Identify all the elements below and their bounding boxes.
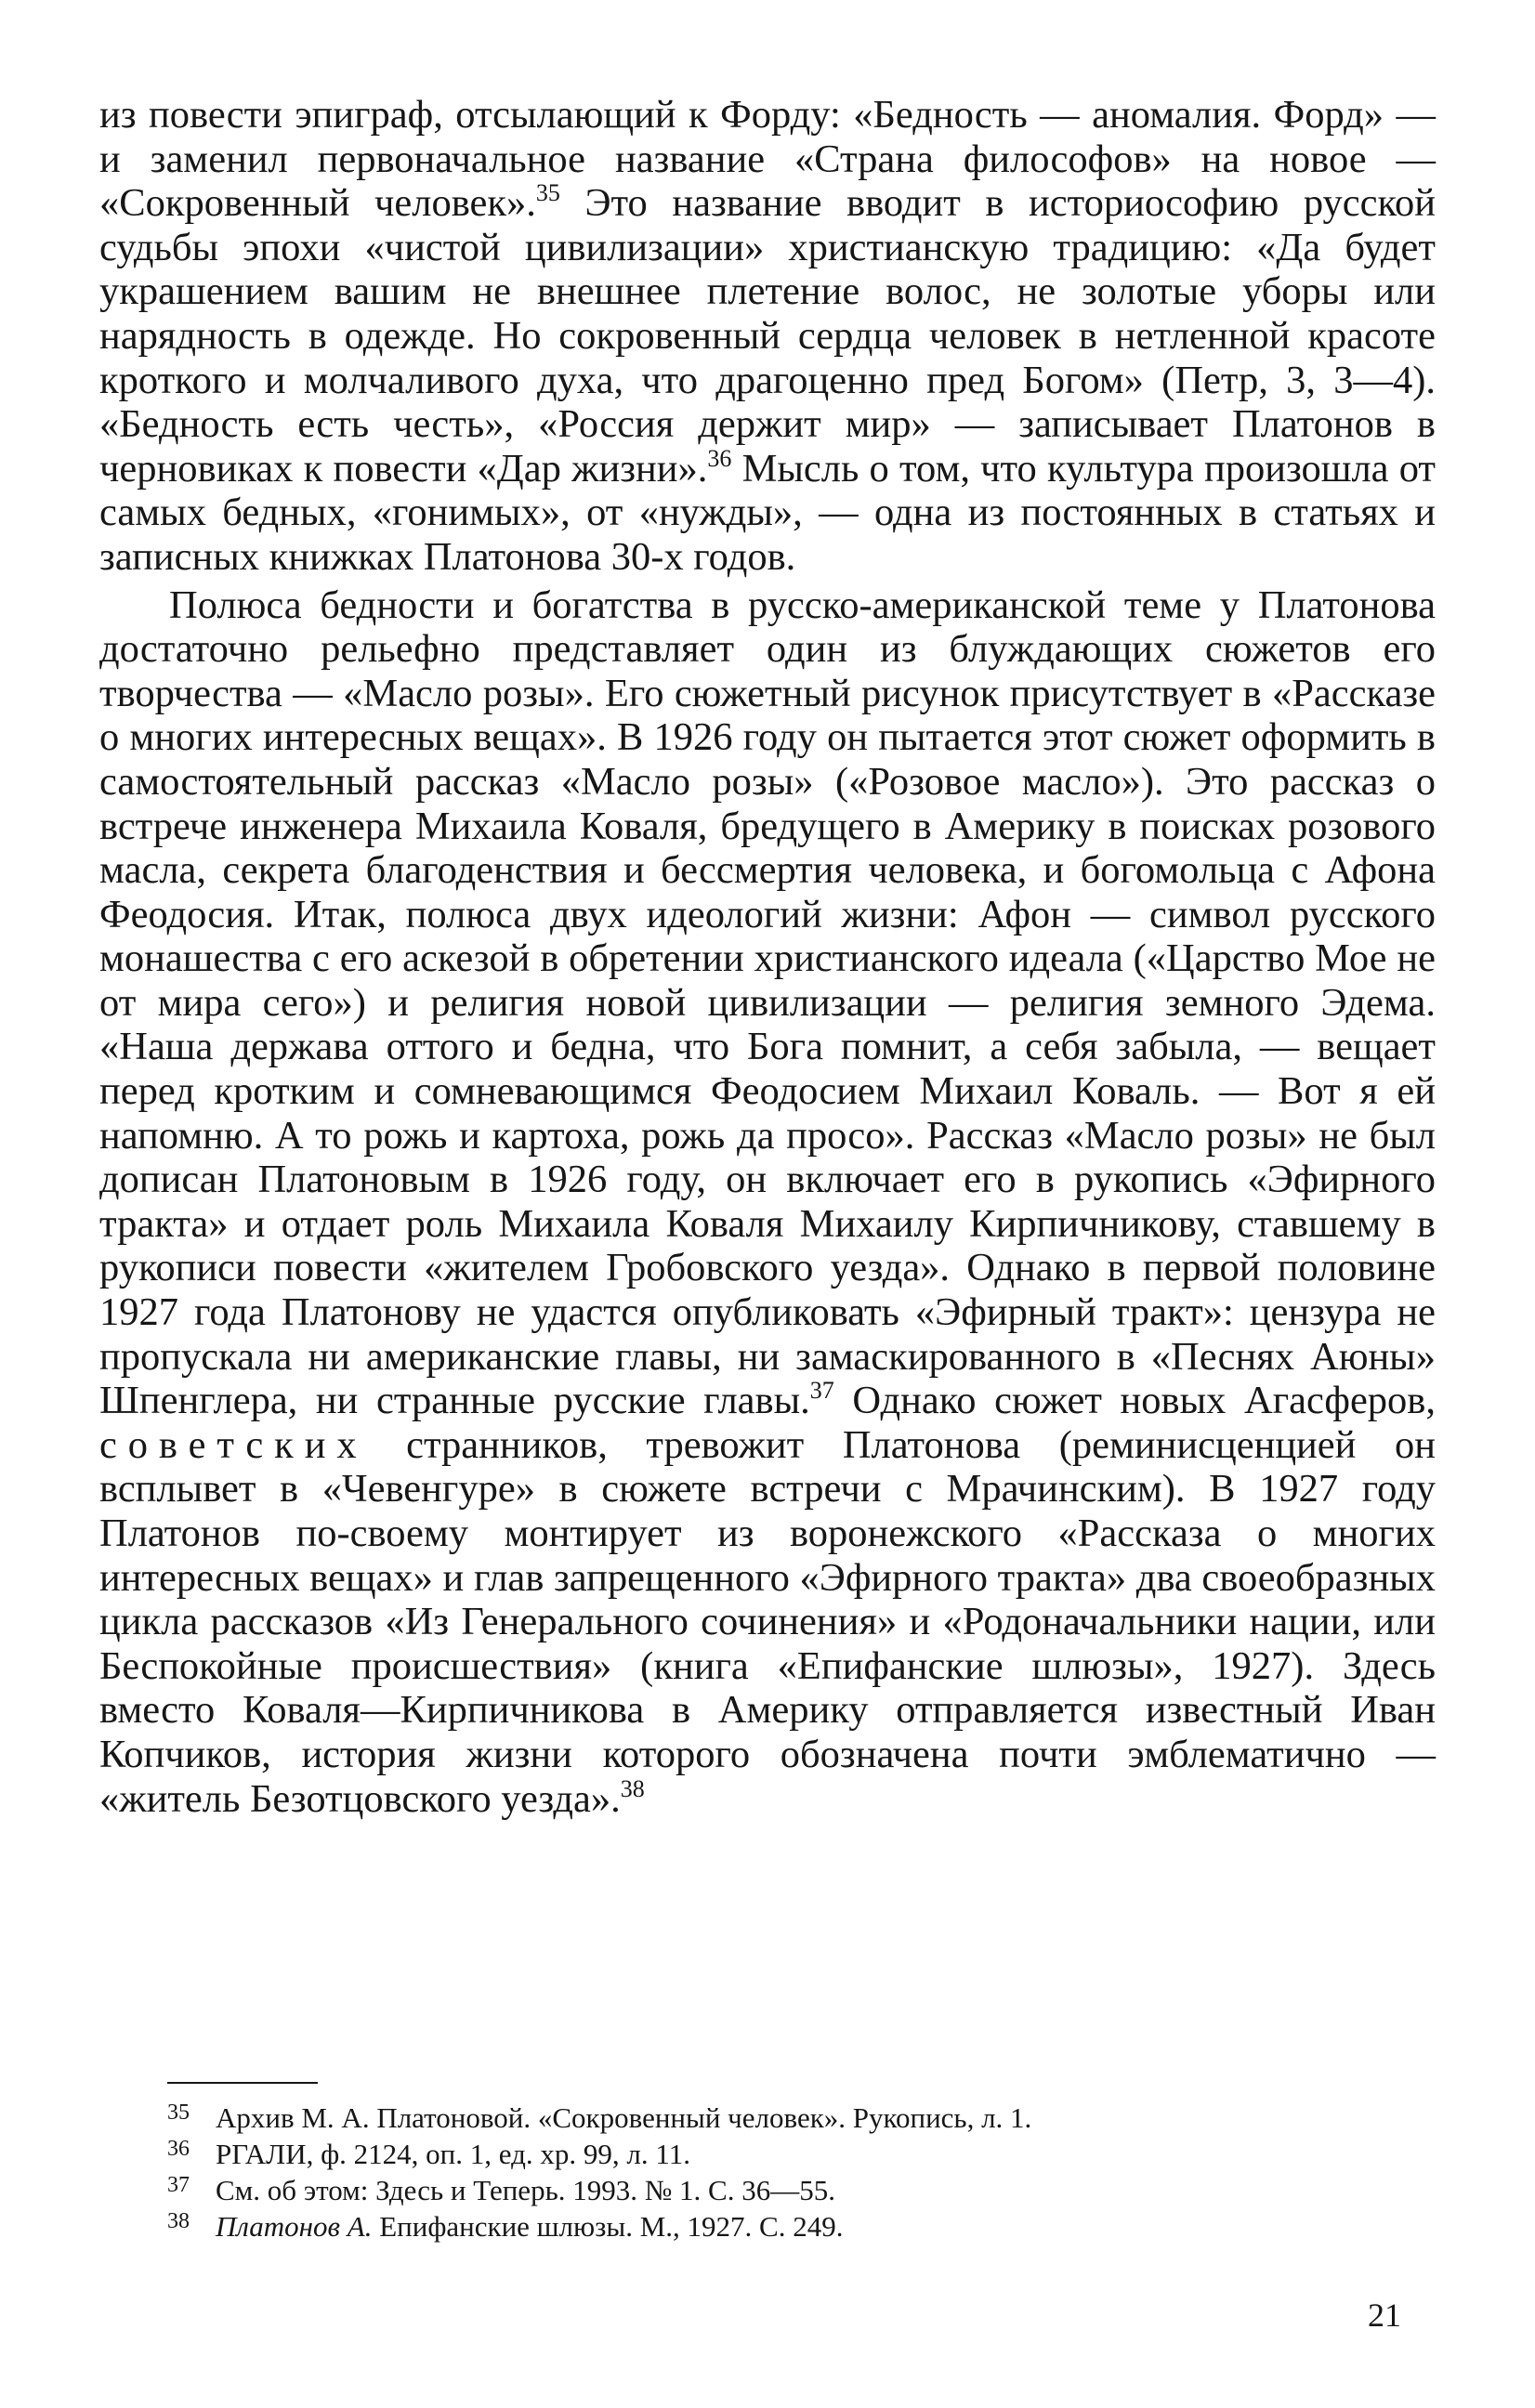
text-run: странников, тревожит Платонова (реминисценцией он всплывет в «Чевенгуре» в сюжете встречи с Мрачинским). В 1927 году Платонов по-своему монтирует из воронежского «Рассказа о многих интересных вещах» и глав запрещенного «Эфирного тракта» два своеобразных цикла рассказов «Из Генерального сочинения» и «Родоначальники нации, или Беспокойные происшествия» (книга «Епифанские шлюзы», 1927). Здесь вместо Коваля—Кирпичникова в Америку отправляется известный Иван Копчиков, история жизни которого обозначена почти эмблематично — «житель Безотцовского уезда». <box>99 1422 1436 1821</box>
footnote-number: 36 <box>167 2137 190 2161</box>
main-text <box>99 93 1436 1821</box>
footnote-number: 37 <box>167 2173 190 2197</box>
footnote-text: Архив М. А. Платоновой. «Сокровенный человек». Рукопись, л. 1. <box>216 2101 1032 2134</box>
text-run: Однако сюжет новых Агасферов, <box>833 1379 1436 1423</box>
footnote-reference: 35 <box>535 179 560 207</box>
text-run: Мысль о том, что культура произошла от самых бедных, «гонимых», от «нужды», — одна из постоянных в статьях и записных книжках Платонова 30-х годов. <box>99 446 1437 579</box>
footnotes-list <box>167 2101 1403 2246</box>
footnote-35 <box>167 2101 1403 2138</box>
emphasized-word: советских <box>99 1422 368 1467</box>
text-run: из повести эпиграф, отсылающий к Форду: «Бедность — аномалия. Форд» — и заменил первоначальное название «Страна философов» на новое — «Сокровенный человек». <box>99 93 1436 226</box>
footnote-37 <box>167 2174 1403 2210</box>
footnote-38 <box>167 2210 1403 2246</box>
footnote-reference: 36 <box>707 444 732 472</box>
paragraph-1 <box>99 93 1436 580</box>
footnote-reference: 38 <box>620 1774 645 1802</box>
footnote-text: Епифанские шлюзы. М., 1927. С. 249. <box>372 2210 844 2243</box>
footnote-36 <box>167 2138 1403 2174</box>
footnote-text: См. об этом: Здесь и Теперь. 1993. № 1. С. 36—55. <box>216 2174 835 2206</box>
page-number: 21 <box>1368 2297 1401 2334</box>
text-run: Это название вводит в историософию русской судьбы эпохи «чистой цивилизации» христианскую традицию: «Да будет украшением вашим не внешнее плетение волос, не золотые уборы или нарядность в одежде. Но сокровенный сердца человек в нетленной красоте кроткого и молчаливого духа, что драгоценно пред Богом» (Петр, 3, 3—4). «Бедность есть честь», «Россия держит мир» — записывает Платонов в черновиках к повести «Дар жизни». <box>99 181 1436 491</box>
footnote-number: 35 <box>167 2100 190 2125</box>
footnote-reference: 37 <box>809 1377 834 1405</box>
footnote-author: Платонов А. <box>216 2210 373 2243</box>
text-run: Полюса бедности и богатства в русско-американской теме у Платонова достаточно рельефно представляет один из блуждающих сюжетов его творчества — «Масло розы». Его сюжетный рисунок присутствует в «Рассказе о многих интересных вещах». В 1926 году он пытается этот сюжет оформить в самостоятельный рассказ «Масло розы» («Розовое масло»). Это рассказ о встрече инженера Михаила Коваля, бредущего в Америку в поисках розового масла, секрета благоденствия и бессмертия человека, и богомольца с Афона Феодосия. Итак, полюса двух идеологий жизни: Афон — символ русского монашества с его аскезой в обретении христианского идеала («Царство Мое не от мира сего») и религия новой цивилизации — религия земного Эдема. «Наша держава оттого и бедна, что Бога помнит, а себя забыла, — вещает перед кротким и сомневающимся Феодосием Михаил Коваль. — Вот я ей напомню. А то рожь и картоха, рожь да просо». Рассказ «Масло розы» не был дописан Платоновым в 1926 году, он включает его в рукопись «Эфирного тракта» и отдает роль Михаила Коваля Михаилу Кирпичникову, ставшему в рукописи повести «жителем Гробовского уезда». Однако в первой половине 1927 года Платонову не удастся опубликовать «Эфирный тракт»: цензура не пропускала ни американские главы, ни замаскированного в «Песнях Аюны» Шпенглера, ни странные русские главы. <box>99 582 1436 1423</box>
footnote-divider <box>167 2082 318 2084</box>
footnote-text: РГАЛИ, ф. 2124, оп. 1, ед. хр. 99, л. 11. <box>216 2138 690 2170</box>
footnote-number: 38 <box>167 2209 190 2233</box>
paragraph-2 <box>99 583 1436 1822</box>
